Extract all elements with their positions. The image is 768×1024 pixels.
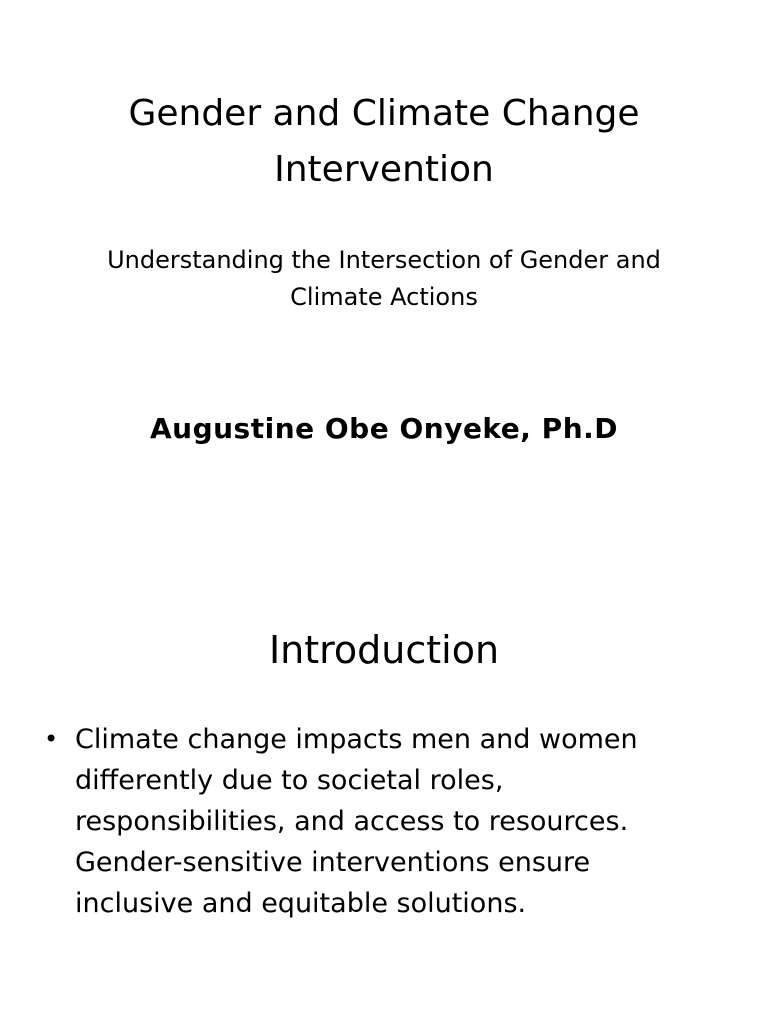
bullet-list [40,719,680,924]
section-title: Introduction [268,628,500,672]
bullet-icon: • [44,725,59,753]
bullet-item [40,719,680,924]
bullet-text: Climate change impacts men and women differently due to societal roles, responsibilities, and access to resources. Gender-sensitive interventions ensure inclusive and equitable solutions. [75,724,638,919]
slide-title: Gender and Climate Change Intervention [128,93,640,190]
introduction-slide [0,576,768,1024]
author-name: Augustine Obe Onyeke, Ph.D [149,412,619,445]
slide-subtitle: Understanding the Intersection of Gender and Climate Actions [107,246,661,311]
